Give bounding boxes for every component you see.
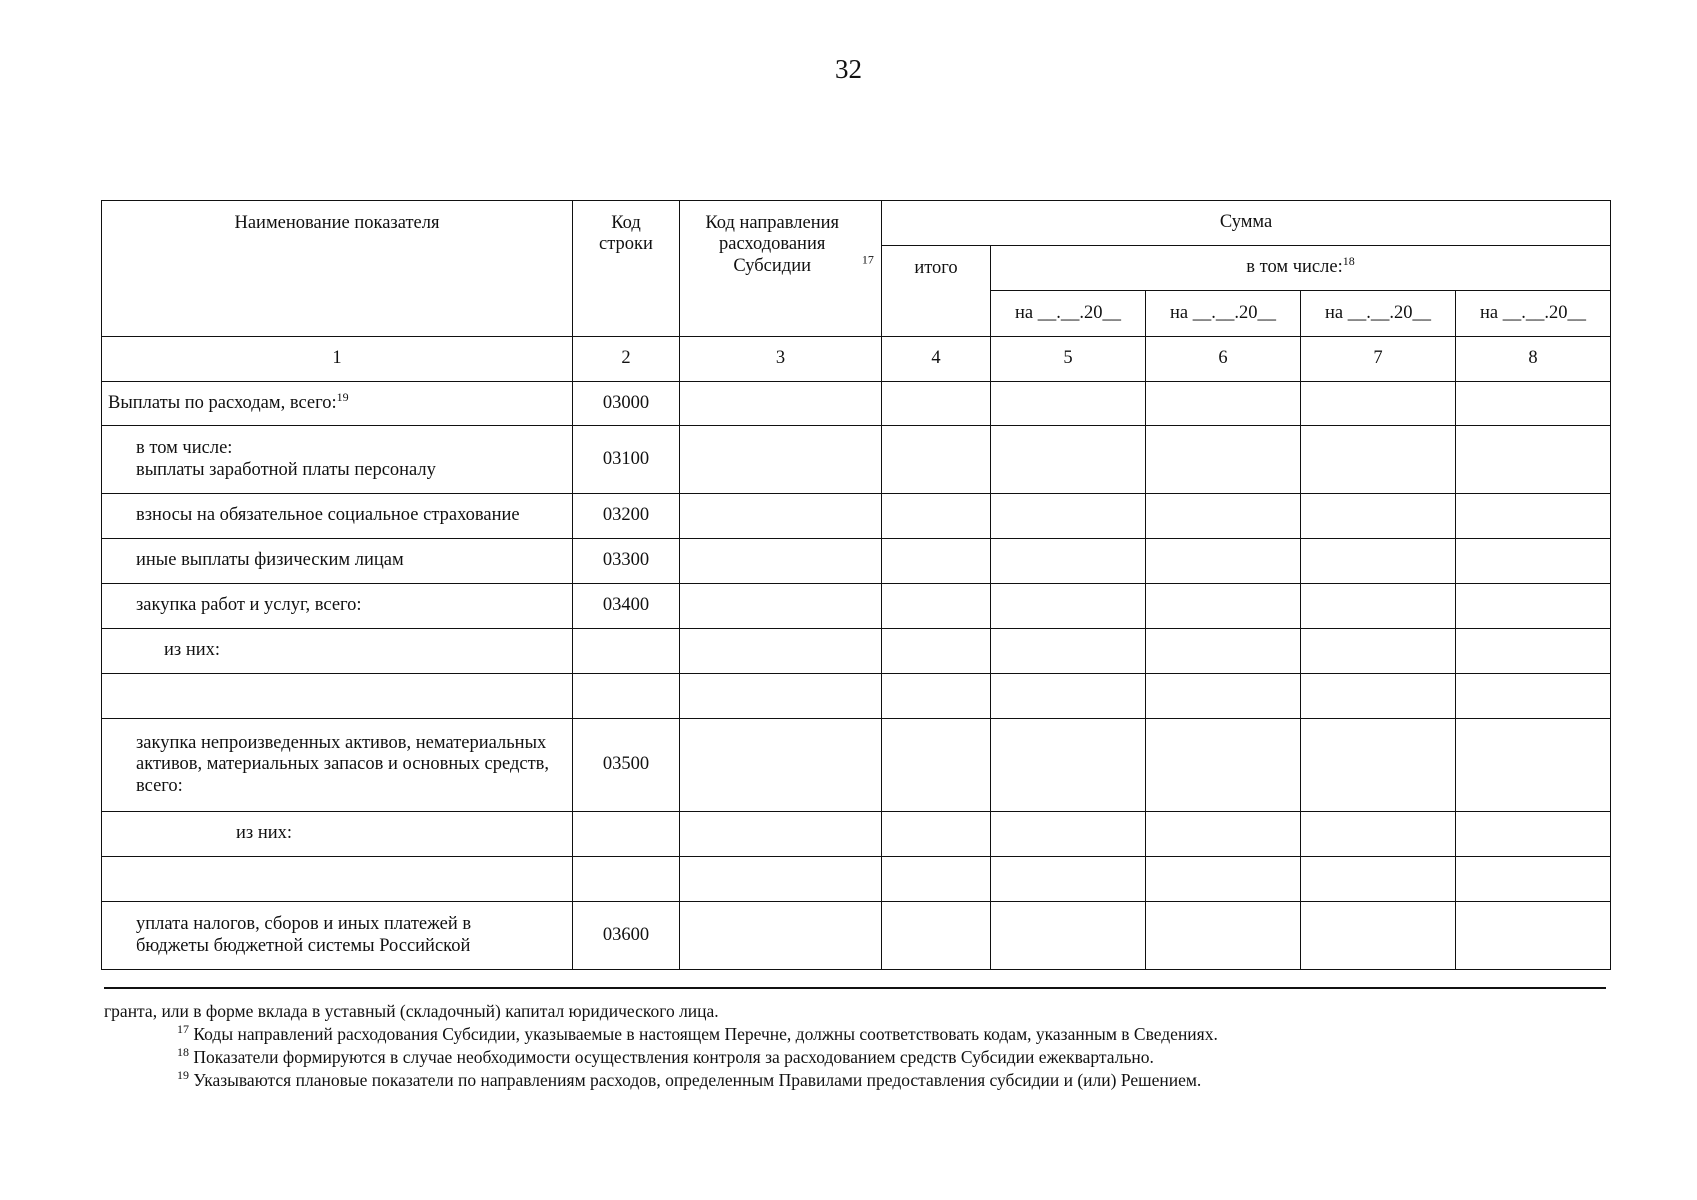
value-cell[interactable] (680, 902, 882, 970)
row-name: из них: (102, 629, 573, 674)
table-row (102, 494, 1611, 539)
header-line-code: Код строки (573, 201, 680, 337)
value-cell[interactable] (882, 812, 991, 857)
value-cell[interactable] (680, 629, 882, 674)
value-cell[interactable] (1456, 382, 1611, 426)
value-cell[interactable] (1301, 719, 1456, 812)
row-name: в том числе: выплаты заработной платы персоналу (102, 426, 573, 494)
value-cell[interactable] (882, 629, 991, 674)
value-cell[interactable] (991, 674, 1146, 719)
footnote-18: $^{18}$ Показатели формируются в случае необходимости осуществления контроля за расходованием средств Субсидии ежеквартально. (177, 1045, 1154, 1067)
row-name: взносы на обязательное социальное страхование (102, 494, 573, 539)
value-cell[interactable] (991, 857, 1146, 902)
row-code: 03500 (573, 719, 680, 812)
footnote-17: $^{17}$ Коды направлений расходования Субсидии, указываемые в настоящем Перечне, должны соответствовать кодам, указанным в Сведениях. (177, 1022, 1218, 1044)
table-row (102, 584, 1611, 629)
value-cell[interactable] (1146, 382, 1301, 426)
row-code (573, 629, 680, 674)
value-cell[interactable] (991, 494, 1146, 539)
table-row (102, 539, 1611, 584)
row-code: 03000 (573, 382, 680, 426)
page-number: 32 (835, 54, 862, 84)
row-code[interactable] (573, 674, 680, 719)
value-cell[interactable] (882, 719, 991, 812)
header-period-2: на __.__.20__ (1146, 291, 1301, 337)
value-cell[interactable] (1301, 426, 1456, 494)
column-number: 7 (1301, 337, 1456, 382)
value-cell[interactable] (1146, 674, 1301, 719)
value-cell[interactable] (1146, 539, 1301, 584)
value-cell[interactable] (680, 382, 882, 426)
value-cell[interactable] (1456, 629, 1611, 674)
row-code: 03100 (573, 426, 680, 494)
value-cell[interactable] (1301, 812, 1456, 857)
value-cell[interactable] (991, 629, 1146, 674)
row-name[interactable] (102, 857, 573, 902)
header-total: итого (882, 246, 991, 337)
value-cell[interactable] (1146, 629, 1301, 674)
value-cell[interactable] (882, 584, 991, 629)
column-number-row (102, 337, 1611, 382)
header-including: в том числе:$^{18}$ (991, 246, 1611, 291)
row-code (573, 812, 680, 857)
value-cell[interactable] (1146, 902, 1301, 970)
row-name: закупка непроизведенных активов, нематериальных активов, материальных запасов и основных средств, всего: (102, 719, 573, 812)
value-cell[interactable] (680, 539, 882, 584)
value-cell[interactable] (991, 719, 1146, 812)
header-period-4: на __.__.20__ (1456, 291, 1611, 337)
expenditure-table (101, 200, 1611, 970)
value-cell[interactable] (1146, 719, 1301, 812)
row-name: уплата налогов, сборов и иных платежей в бюджеты бюджетной системы Российской (102, 902, 573, 970)
header-indicator-name: Наименование показателя (102, 201, 573, 337)
row-code: 03300 (573, 539, 680, 584)
value-cell[interactable] (882, 494, 991, 539)
value-cell[interactable] (991, 584, 1146, 629)
value-cell[interactable] (991, 812, 1146, 857)
table-row (102, 382, 1611, 426)
value-cell[interactable] (991, 539, 1146, 584)
column-number: 8 (1456, 337, 1611, 382)
value-cell[interactable] (680, 674, 882, 719)
value-cell[interactable] (882, 857, 991, 902)
row-name: Выплаты по расходам, всего:$^{19}$ (102, 382, 573, 426)
row-code: 03600 (573, 902, 680, 970)
header-period-1: на __.__.20__ (991, 291, 1146, 337)
value-cell[interactable] (1456, 494, 1611, 539)
table-row (102, 674, 1611, 719)
footnote-19: $^{19}$ Указываются плановые показатели по направлениям расходов, определенным Правилами предоставления субсидии и (или) Решением. (177, 1068, 1202, 1090)
value-cell[interactable] (1301, 902, 1456, 970)
footnote-continuation: гранта, или в форме вклада в уставный (складочный) капитал юридического лица. (104, 1001, 719, 1021)
value-cell[interactable] (1146, 812, 1301, 857)
column-number: 3 (680, 337, 882, 382)
row-name[interactable] (102, 674, 573, 719)
value-cell[interactable] (1301, 584, 1456, 629)
row-name: из них: (102, 812, 573, 857)
footnotes (104, 1000, 1614, 1092)
row-name: иные выплаты физическим лицам (102, 539, 573, 584)
value-cell[interactable] (680, 719, 882, 812)
value-cell[interactable] (882, 539, 991, 584)
value-cell[interactable] (1456, 584, 1611, 629)
header-period-3: на __.__.20__ (1301, 291, 1456, 337)
value-cell[interactable] (882, 426, 991, 494)
value-cell[interactable] (882, 902, 991, 970)
column-number: 5 (991, 337, 1146, 382)
value-cell[interactable] (680, 857, 882, 902)
column-number: 1 (102, 337, 573, 382)
value-cell[interactable] (680, 584, 882, 629)
column-number: 4 (882, 337, 991, 382)
table-row (102, 629, 1611, 674)
value-cell[interactable] (680, 494, 882, 539)
row-name: закупка работ и услуг, всего: (102, 584, 573, 629)
value-cell[interactable] (991, 902, 1146, 970)
header-sum: Сумма (882, 201, 1611, 246)
value-cell[interactable] (991, 426, 1146, 494)
value-cell[interactable] (1456, 539, 1611, 584)
table-row (102, 857, 1611, 902)
value-cell[interactable] (1146, 584, 1301, 629)
value-cell[interactable] (1456, 812, 1611, 857)
column-number: 6 (1146, 337, 1301, 382)
value-cell[interactable] (1301, 629, 1456, 674)
value-cell[interactable] (680, 812, 882, 857)
value-cell[interactable] (991, 382, 1146, 426)
row-code: 03400 (573, 584, 680, 629)
table-row (102, 812, 1611, 857)
row-code: 03200 (573, 494, 680, 539)
value-cell[interactable] (1456, 902, 1611, 970)
header-direction-code: Код направления расходования Субсидии $^{17}$ (680, 201, 882, 337)
footnote-divider (104, 987, 1606, 989)
value-cell[interactable] (1146, 426, 1301, 494)
value-cell[interactable] (1456, 719, 1611, 812)
table-row (102, 902, 1611, 970)
value-cell[interactable] (882, 674, 991, 719)
table-row (102, 426, 1611, 494)
column-number: 2 (573, 337, 680, 382)
value-cell[interactable] (1456, 857, 1611, 902)
value-cell[interactable] (1146, 857, 1301, 902)
value-cell[interactable] (680, 426, 882, 494)
value-cell[interactable] (1456, 674, 1611, 719)
value-cell[interactable] (882, 382, 991, 426)
value-cell[interactable] (1301, 382, 1456, 426)
value-cell[interactable] (1301, 674, 1456, 719)
value-cell[interactable] (1301, 494, 1456, 539)
value-cell[interactable] (1146, 494, 1301, 539)
value-cell[interactable] (1456, 426, 1611, 494)
row-code[interactable] (573, 857, 680, 902)
table-row (102, 719, 1611, 812)
value-cell[interactable] (1301, 857, 1456, 902)
value-cell[interactable] (1301, 539, 1456, 584)
